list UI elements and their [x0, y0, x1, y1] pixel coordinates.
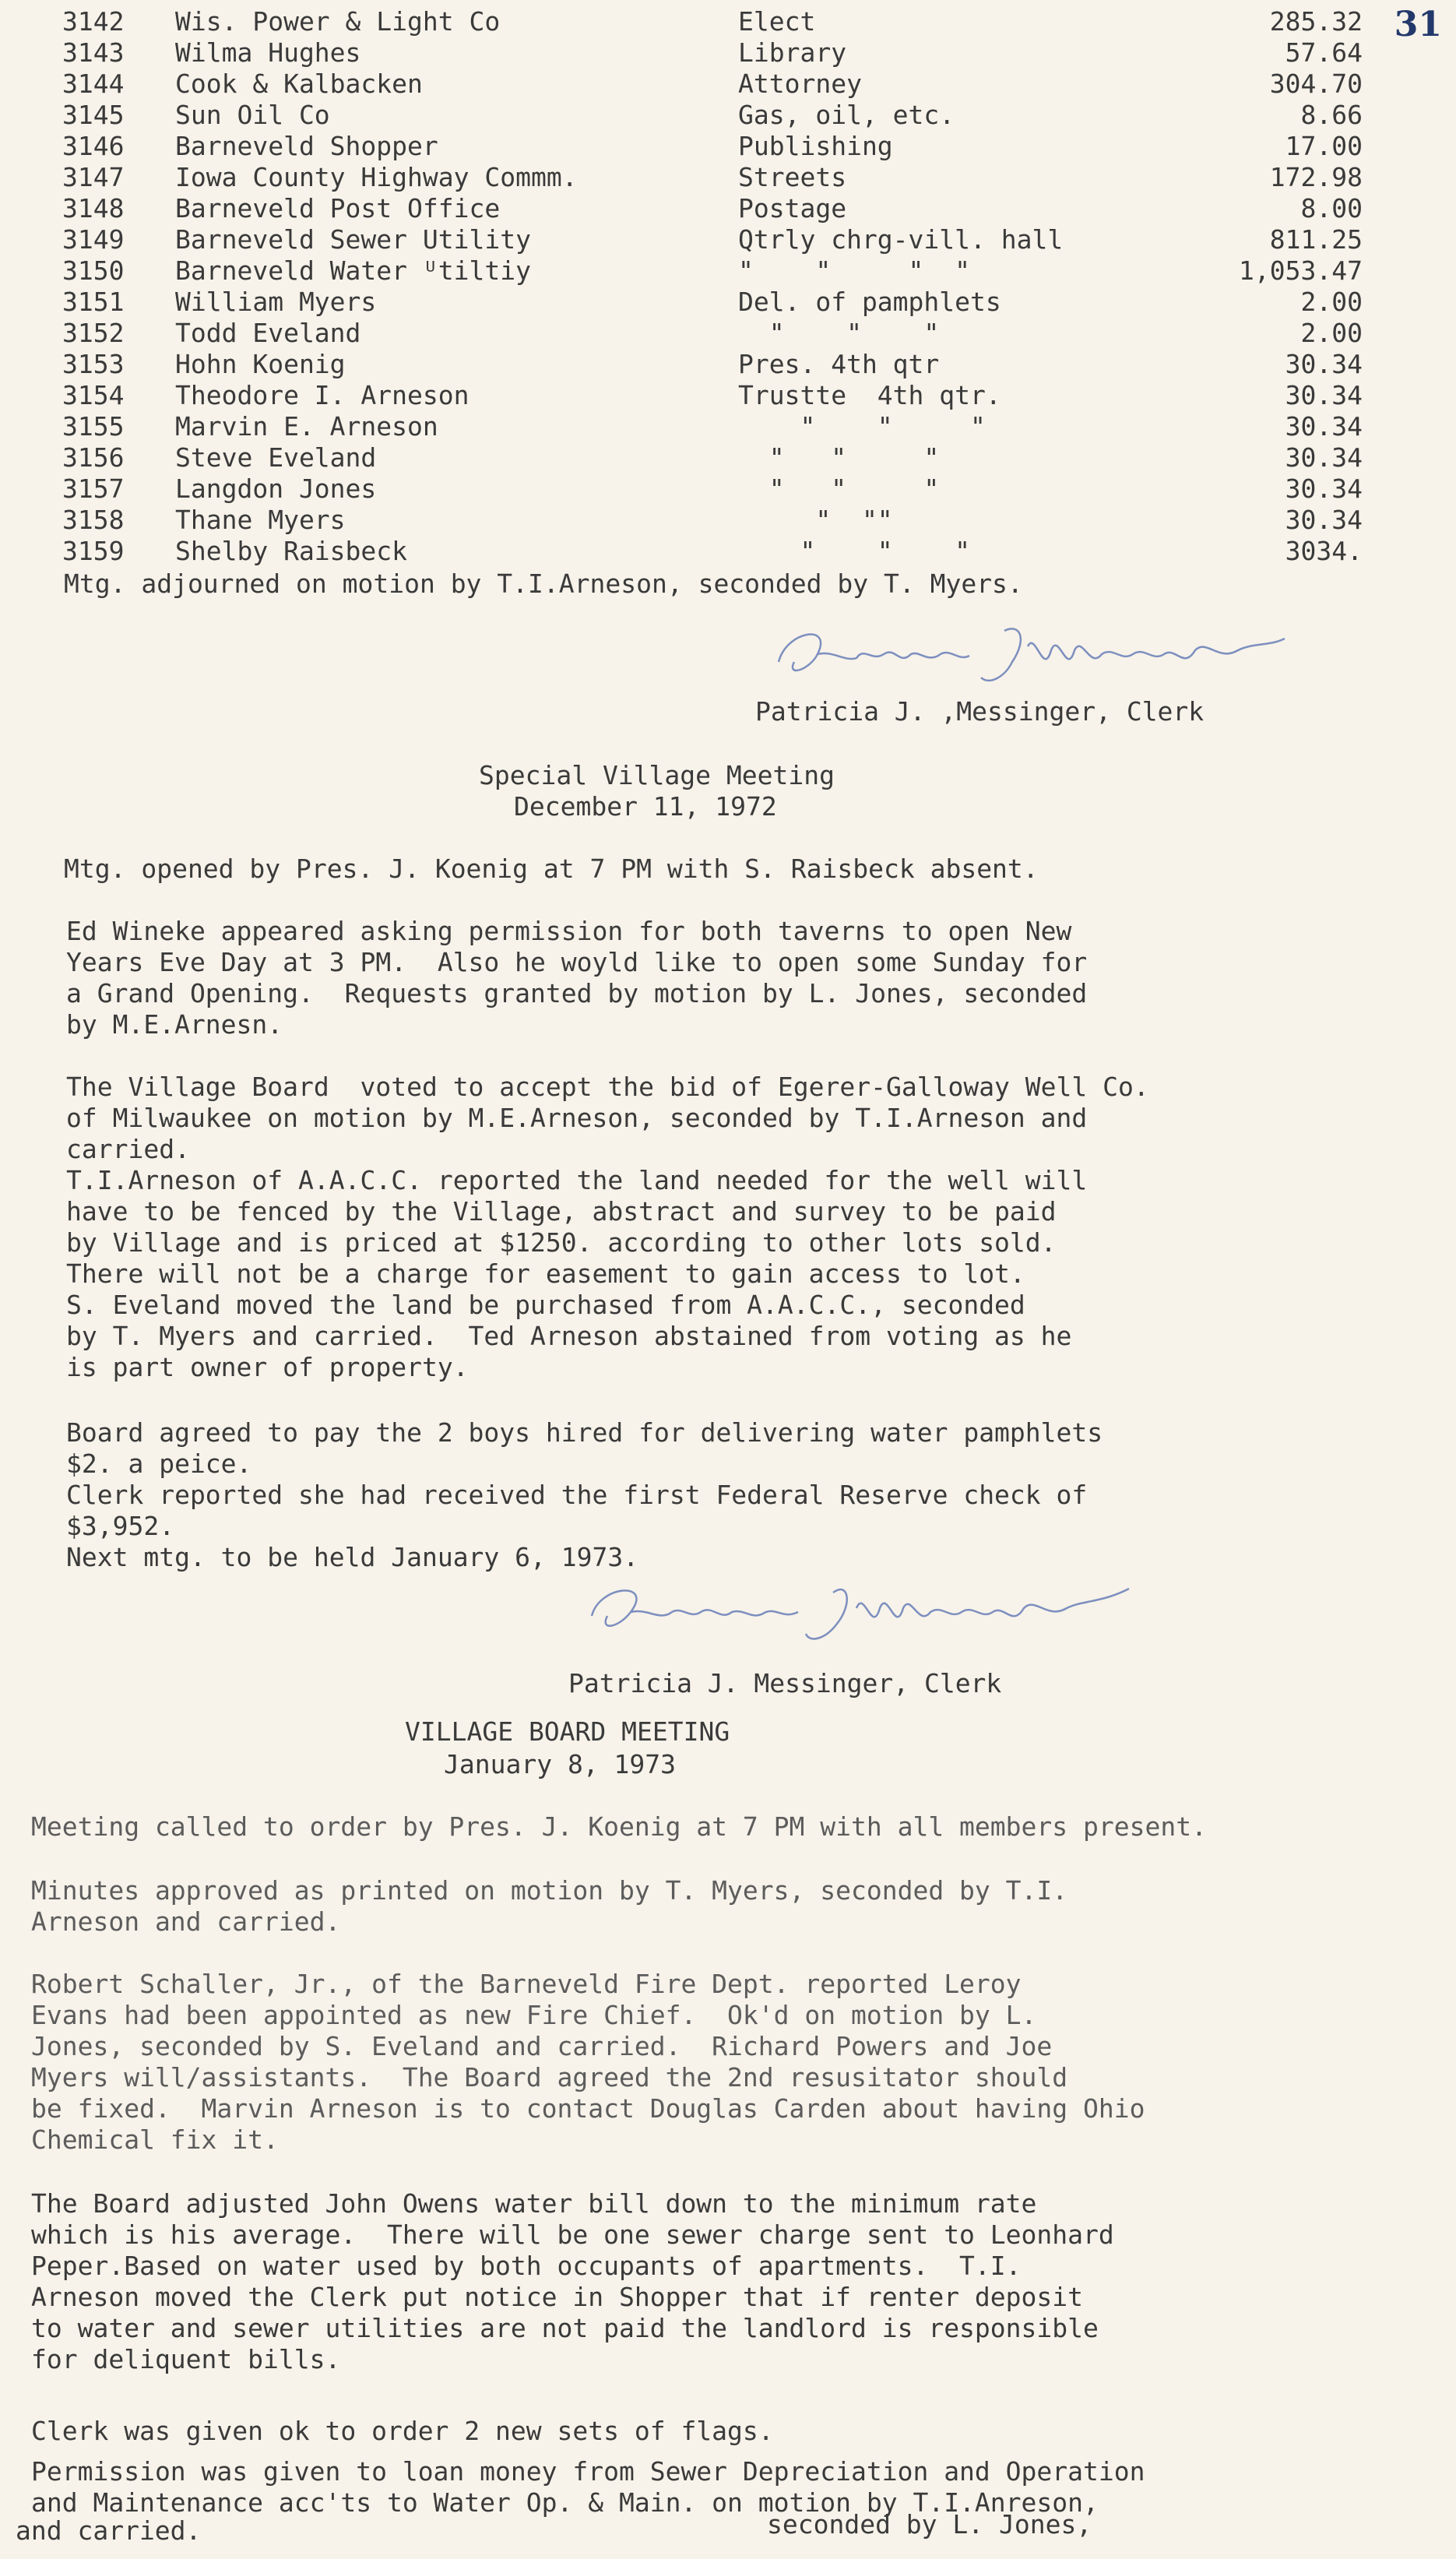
ledger-amount: 30.34 — [1285, 473, 1363, 504]
ledger-amount: 57.64 — [1285, 37, 1363, 68]
ledger-payee: Shelby Raisbeck — [175, 536, 408, 566]
text-line: There will not be a charge for easement to gain access to lot. — [66, 1258, 1025, 1289]
special-meeting-date: December 11, 1972 — [514, 791, 777, 822]
text-line: Arneson and carried. — [31, 1906, 341, 1937]
board-para-2 — [31, 1969, 1145, 2156]
text-line: Years Eve Day at 3 PM. Also he woyld like to open some Sunday for — [66, 947, 1088, 977]
text-line: Jones, seconded by S. Eveland and carried. Richard Powers and Joe — [31, 2031, 1053, 2061]
ledger-payee: William Myers — [175, 287, 377, 317]
ledger-payee: Theodore I. Arneson — [175, 380, 470, 410]
board-meeting-date: January 8, 1973 — [444, 1749, 677, 1779]
ledger-payee: Hohn Koenig — [175, 349, 346, 379]
text-line: Arneson moved the Clerk put notice in Shopper that if renter deposit — [31, 2282, 1084, 2312]
text-line: Minutes approved as printed on motion by T. Myers, seconded by T.I. — [31, 1875, 1068, 1906]
ledger-amount: 30.34 — [1285, 442, 1363, 473]
payment-ledger — [62, 6, 1363, 567]
ledger-number: 3151 — [62, 287, 125, 317]
special-para-1 — [66, 916, 1087, 1040]
text-line: Clerk reported she had received the first Federal Reserve check of — [66, 1480, 1088, 1510]
ledger-amount: 30.34 — [1285, 380, 1363, 410]
text-line: $2. a peice. — [66, 1448, 252, 1479]
ledger-row — [62, 349, 1363, 380]
ledger-row — [62, 505, 1363, 536]
ledger-amount: 8.00 — [1300, 193, 1363, 224]
signature-1-scribble — [771, 615, 1300, 701]
text-line: Myers will/assistants. The Board agreed the 2nd resusitator should — [31, 2062, 1068, 2093]
text-line: by M.E.Arnesn. — [66, 1009, 283, 1040]
special-para-3 — [66, 1417, 1103, 1573]
ledger-payee: Sun Oil Co — [175, 100, 330, 130]
ledger-purpose: " " " " — [738, 255, 971, 286]
signature-1 — [771, 615, 1300, 701]
ledger-number: 3142 — [62, 6, 125, 37]
signature-2-label: Patricia J. Messinger, Clerk — [568, 1668, 1002, 1698]
ledger-amount: 2.00 — [1300, 318, 1363, 348]
text-line: for deliquent bills. — [31, 2344, 341, 2374]
ledger-payee: Langdon Jones — [175, 473, 377, 504]
text-line: T.I.Arneson of A.A.C.C. reported the land needed for the well will — [66, 1165, 1088, 1195]
ledger-payee: Wilma Hughes — [175, 37, 361, 68]
ledger-amount: 30.34 — [1285, 349, 1363, 379]
text-line: be fixed. Marvin Arneson is to contact Douglas Carden about having Ohio — [31, 2093, 1145, 2124]
ledger-number: 3154 — [62, 380, 125, 410]
ledger-number: 3147 — [62, 162, 125, 192]
ledger-amount: 1,053.47 — [1239, 255, 1363, 286]
ledger-purpose: " " " — [738, 318, 940, 348]
ledger-purpose: Streets — [738, 162, 847, 192]
ledger-amount: 285.32 — [1269, 6, 1363, 37]
ledger-row — [62, 255, 1363, 287]
text-line: Evans had been appointed as new Fire Chief. Ok'd on motion by L. — [31, 2000, 1037, 2030]
text-line: S. Eveland moved the land be purchased from A.A.C.C., seconded — [66, 1290, 1025, 1320]
ledger-number: 3159 — [62, 536, 125, 566]
ledger-amount: 2.00 — [1300, 287, 1363, 317]
signature-1-label: Patricia J. ,Messinger, Clerk — [755, 696, 1205, 727]
ledger-payee: Cook & Kalbacken — [175, 69, 423, 99]
ledger-payee: Barneveld Shopper — [175, 131, 438, 161]
ledger-number: 3153 — [62, 349, 125, 379]
ledger-payee: Todd Eveland — [175, 318, 361, 348]
ledger-purpose: Library — [738, 37, 847, 68]
ledger-number: 3157 — [62, 473, 125, 504]
ledger-purpose: Attorney — [738, 69, 862, 99]
text-line: by Village and is priced at $1250. according to other lots sold. — [66, 1227, 1057, 1258]
ledger-number: 3144 — [62, 69, 125, 99]
text-line: The Board adjusted John Owens water bill down to the minimum rate — [31, 2188, 1037, 2219]
ledger-purpose: Pres. 4th qtr — [738, 349, 940, 379]
ledger-row — [62, 100, 1363, 131]
board-para-3 — [31, 2188, 1114, 2375]
ledger-amount: 811.25 — [1269, 224, 1363, 255]
board-meeting-title: VILLAGE BOARD MEETING — [405, 1716, 730, 1747]
text-line: $3,952. — [66, 1511, 175, 1541]
ledger-payee: Iowa County Highway Commm. — [175, 162, 578, 192]
ledger-number: 3152 — [62, 318, 125, 348]
special-meeting-opened: Mtg. opened by Pres. J. Koenig at 7 PM with S. Raisbeck absent. — [64, 854, 1039, 884]
ledger-amount: 30.34 — [1285, 505, 1363, 535]
text-line: and Maintenance acc'ts to Water Op. & Main. on motion by T.I.Anreson, — [31, 2487, 1099, 2518]
text-line: which is his average. There will be one sewer charge sent to Leonhard — [31, 2219, 1114, 2250]
ledger-purpose: Del. of pamphlets — [738, 287, 1001, 317]
ledger-amount: 304.70 — [1269, 69, 1363, 99]
ledger-row — [62, 287, 1363, 318]
ledger-purpose: " " " — [738, 473, 940, 504]
ledger-payee: Thane Myers — [175, 505, 346, 535]
ledger-purpose: Elect — [738, 6, 816, 37]
special-meeting-title: Special Village Meeting — [479, 760, 835, 790]
ledger-row — [62, 536, 1363, 567]
text-line: to water and sewer utilities are not paid the landlord is responsible — [31, 2313, 1099, 2343]
ledger-row — [62, 380, 1363, 411]
text-line: Permission was given to loan money from Sewer Depreciation and Operation — [31, 2456, 1145, 2487]
ledger-payee: Marvin E. Arneson — [175, 411, 438, 442]
text-line: Chemical fix it. — [31, 2124, 279, 2155]
board-para-5-left-tail: and carried. — [16, 2515, 202, 2546]
ledger-payee: Barneveld Post Office — [175, 193, 501, 224]
board-para-4: Clerk was given ok to order 2 new sets of flags. — [31, 2416, 774, 2446]
text-line: a Grand Opening. Requests granted by motion by L. Jones, seconded — [66, 978, 1088, 1008]
ledger-purpose: Publishing — [738, 131, 893, 161]
ledger-number: 3155 — [62, 411, 125, 442]
ledger-purpose: " " " — [738, 411, 986, 442]
ledger-number: 3143 — [62, 37, 125, 68]
ledger-payee: Barneveld Water ᵁtiltiy — [175, 255, 531, 286]
ledger-number: 3148 — [62, 193, 125, 224]
ledger-number: 3158 — [62, 505, 125, 535]
text-line: of Milwaukee on motion by M.E.Arneson, seconded by T.I.Arneson and — [66, 1103, 1088, 1133]
ledger-payee: Wis. Power & Light Co — [175, 6, 501, 37]
ledger-number: 3150 — [62, 255, 125, 286]
ledger-row — [62, 37, 1363, 69]
ledger-row — [62, 162, 1363, 193]
ledger-row — [62, 193, 1363, 224]
ledger-amount: 30.34 — [1285, 411, 1363, 442]
signature-2-scribble — [584, 1573, 1145, 1659]
ledger-payee: Barneveld Sewer Utility — [175, 224, 531, 255]
ledger-row — [62, 131, 1363, 162]
text-line: Ed Wineke appeared asking permission for both taverns to open New — [66, 916, 1072, 946]
ledger-amount: 172.98 — [1269, 162, 1363, 192]
special-para-2 — [66, 1072, 1149, 1383]
text-line: is part owner of property. — [66, 1352, 469, 1382]
ledger-row — [62, 318, 1363, 349]
ledger-row — [62, 224, 1363, 255]
adjourn-line: Mtg. adjourned on motion by T.I.Arneson, seconded by T. Myers. — [64, 568, 1023, 599]
board-para-5-right-tail: seconded by L. Jones, — [767, 2509, 1092, 2540]
text-line: carried. — [66, 1134, 190, 1164]
text-line: have to be fenced by the Village, abstract and survey to be paid — [66, 1196, 1057, 1227]
ledger-row — [62, 69, 1363, 100]
ledger-number: 3146 — [62, 131, 125, 161]
ledger-row — [62, 6, 1363, 37]
page-number: 31 — [1394, 5, 1442, 44]
signature-2 — [584, 1573, 1145, 1659]
ledger-amount: 3034. — [1285, 536, 1363, 566]
ledger-amount: 17.00 — [1285, 131, 1363, 161]
ledger-number: 3156 — [62, 442, 125, 473]
ledger-row — [62, 442, 1363, 473]
text-line: Board agreed to pay the 2 boys hired for delivering water pamphlets — [66, 1417, 1103, 1448]
ledger-purpose: Trustte 4th qtr. — [738, 380, 1001, 410]
board-meeting-called: Meeting called to order by Pres. J. Koenig at 7 PM with all members present. — [31, 1811, 1207, 1842]
text-line: Next mtg. to be held January 6, 1973. — [66, 1542, 639, 1572]
text-line: The Village Board voted to accept the bid of Egerer-Galloway Well Co. — [66, 1072, 1149, 1102]
ledger-number: 3145 — [62, 100, 125, 130]
ledger-purpose: Qtrly chrg-vill. hall — [738, 224, 1064, 255]
text-line: Robert Schaller, Jr., of the Barneveld Fire Dept. reported Leroy — [31, 1969, 1022, 1999]
ledger-purpose: " "" — [738, 505, 893, 535]
board-para-1 — [31, 1875, 1067, 1938]
ledger-purpose: " " " — [738, 536, 971, 566]
ledger-number: 3149 — [62, 224, 125, 255]
ledger-payee: Steve Eveland — [175, 442, 377, 473]
ledger-purpose: Gas, oil, etc. — [738, 100, 955, 130]
ledger-amount: 8.66 — [1300, 100, 1363, 130]
text-line: Peper.Based on water used by both occupants of apartments. T.I. — [31, 2251, 1022, 2281]
ledger-purpose: " " " — [738, 442, 940, 473]
ledger-row — [62, 411, 1363, 442]
ledger-purpose: Postage — [738, 193, 847, 224]
ledger-row — [62, 473, 1363, 505]
text-line: by T. Myers and carried. Ted Arneson abstained from voting as he — [66, 1321, 1072, 1351]
